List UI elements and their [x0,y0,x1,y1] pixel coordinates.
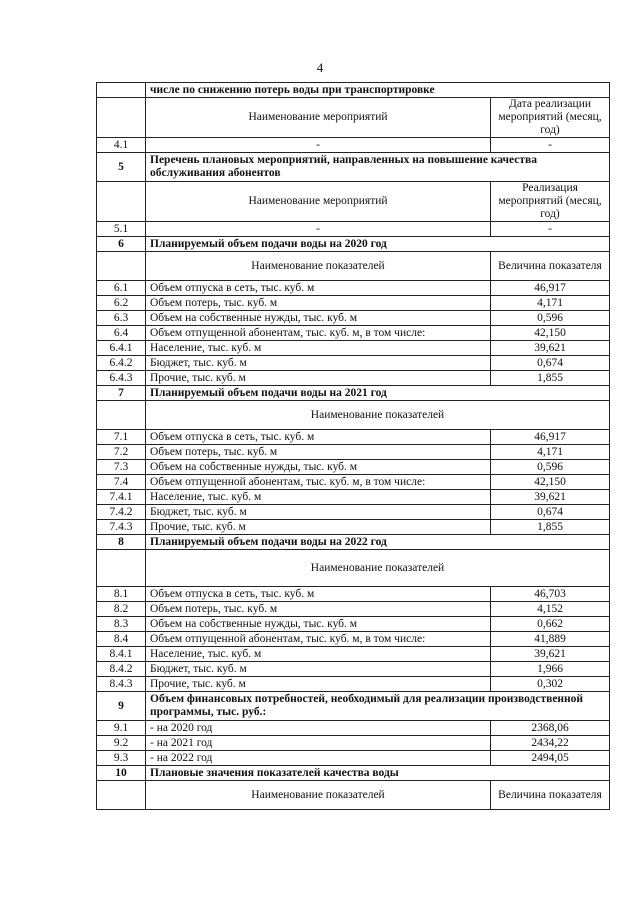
table-row [97,430,610,445]
row-name: Объем потерь, тыс. куб. м [146,296,491,311]
row-value: - [491,222,610,237]
row-value: 4,171 [491,445,610,460]
row-value: 46,917 [491,430,610,445]
row-name: - на 2021 год [146,736,491,751]
row-number: 8.4.1 [97,647,146,662]
row-name: Бюджет, тыс. куб. м [146,505,491,520]
section-title: Планируемый объем подачи воды на 2021 год [146,386,610,401]
row-name: - на 2022 год [146,751,491,766]
row-name: Объем на собственные нужды, тыс. куб. м [146,460,491,475]
row-value: 39,621 [491,490,610,505]
table-row [97,490,610,505]
row-number: 8.3 [97,617,146,632]
column-header-name: Наименование показателей [146,401,610,430]
section-title: числе по снижению потерь воды при транспортировке [146,83,610,98]
row-name: - на 2020 год [146,721,491,736]
section-number: 8 [97,535,146,550]
row-number: 7.3 [97,460,146,475]
section-title: Перечень плановых мероприятий, направленных на повышение качества обслуживания абонентов [146,153,610,182]
row-value: 1,855 [491,371,610,386]
table-row [97,83,610,98]
row-number: 7.2 [97,445,146,460]
row-number: 7.4.3 [97,520,146,535]
row-number: 9.1 [97,721,146,736]
row-value: 1,966 [491,662,610,677]
row-name: Объем отпущенной абонентам, тыс. куб. м, в том числе: [146,632,491,647]
table-row [97,460,610,475]
table-header-row [97,401,610,430]
row-value: 46,917 [491,281,610,296]
row-number: 7.4.1 [97,490,146,505]
row-value: 41,889 [491,632,610,647]
section-row [97,237,610,252]
row-number: 6.2 [97,296,146,311]
table-row [97,617,610,632]
row-number: 8.1 [97,587,146,602]
section-number: 5 [97,153,146,182]
table-row [97,751,610,766]
row-name: Население, тыс. куб. м [146,341,491,356]
row-number: 8.2 [97,602,146,617]
table-row [97,138,610,153]
row-number: 6.4 [97,326,146,341]
row-number [97,550,146,587]
row-value: 0,596 [491,460,610,475]
row-name: Прочие, тыс. куб. м [146,371,491,386]
section-number: 10 [97,766,146,781]
table-row [97,445,610,460]
section-title: Планируемый объем подачи воды на 2022 год [146,535,610,550]
row-name: Объем на собственные нужды, тыс. куб. м [146,311,491,326]
section-title: Объем финансовых потребностей, необходимый для реализации производственной программы, тыс. руб.: [146,692,610,721]
row-number: 5.1 [97,222,146,237]
column-header-value: Величина показателя [491,781,610,810]
row-name: Прочие, тыс. куб. м [146,520,491,535]
row-number: 8.4 [97,632,146,647]
table-row [97,311,610,326]
table-row [97,475,610,490]
table-header-row [97,550,610,587]
table-header-row [97,781,610,810]
row-number: 7.4.2 [97,505,146,520]
table-row [97,356,610,371]
row-number: 8.4.2 [97,662,146,677]
row-value: 42,150 [491,475,610,490]
table-header-row [97,98,610,138]
row-number [97,182,146,222]
table-row [97,736,610,751]
table-row [97,296,610,311]
row-name: Бюджет, тыс. куб. м [146,662,491,677]
row-number: 9.3 [97,751,146,766]
row-number [97,98,146,138]
row-name: - [146,138,491,153]
row-value: 46,703 [491,587,610,602]
row-value: 0,596 [491,311,610,326]
column-header-value: Величина показателя [491,252,610,281]
column-header-name: Наименование мероприятий [146,182,491,222]
row-name: Бюджет, тыс. куб. м [146,356,491,371]
row-name: Объем отпуска в сеть, тыс. куб. м [146,587,491,602]
table-header-row [97,252,610,281]
table-header-row [97,182,610,222]
production-program-table [96,82,610,810]
section-row [97,386,610,401]
row-number: 6.4.1 [97,341,146,356]
table-row [97,587,610,602]
row-value: 39,621 [491,647,610,662]
table-row [97,602,610,617]
row-name: Объем отпуска в сеть, тыс. куб. м [146,430,491,445]
row-number [97,401,146,430]
section-row [97,766,610,781]
row-name: Прочие, тыс. куб. м [146,677,491,692]
table-row [97,520,610,535]
row-name: Объем потерь, тыс. куб. м [146,602,491,617]
column-header-name: Наименование показателей [146,550,610,587]
column-header-name: Наименование мероприятий [146,98,491,138]
row-number [97,83,146,98]
row-number: 6.1 [97,281,146,296]
row-number [97,252,146,281]
table-row [97,505,610,520]
row-name: Объем отпуска в сеть, тыс. куб. м [146,281,491,296]
row-number: 7.1 [97,430,146,445]
column-header-value: Реализация мероприятий (месяц, год) [491,182,610,222]
row-name: Объем потерь, тыс. куб. м [146,445,491,460]
row-number: 4.1 [97,138,146,153]
row-value: 2494,05 [491,751,610,766]
row-name: Объем отпущенной абонентам, тыс. куб. м, в том числе: [146,326,491,341]
table-row [97,662,610,677]
table-row [97,647,610,662]
row-number: 8.4.3 [97,677,146,692]
row-value: 0,674 [491,356,610,371]
row-value: 4,171 [491,296,610,311]
table-row [97,677,610,692]
row-value: - [491,138,610,153]
row-value: 0,674 [491,505,610,520]
section-row [97,692,610,721]
row-value: 2434,22 [491,736,610,751]
row-value: 0,302 [491,677,610,692]
row-number [97,781,146,810]
row-value: 0,662 [491,617,610,632]
table-row [97,371,610,386]
row-name: Объем отпущенной абонентам, тыс. куб. м, в том числе: [146,475,491,490]
section-number: 9 [97,692,146,721]
row-number: 6.4.2 [97,356,146,371]
row-name: Объем на собственные нужды, тыс. куб. м [146,617,491,632]
row-value: 39,621 [491,341,610,356]
table-row [97,222,610,237]
section-number: 7 [97,386,146,401]
row-name: - [146,222,491,237]
column-header-value: Дата реализации мероприятий (месяц, год) [491,98,610,138]
table-row [97,341,610,356]
row-value: 42,150 [491,326,610,341]
column-header-name: Наименование показателей [146,781,491,810]
row-number: 6.4.3 [97,371,146,386]
table-row [97,632,610,647]
row-number: 7.4 [97,475,146,490]
column-header-name: Наименование показателей [146,252,491,281]
page-number: 4 [316,60,324,75]
table-row [97,281,610,296]
row-number: 6.3 [97,311,146,326]
row-value: 4,152 [491,602,610,617]
section-title: Плановые значения показателей качества воды [146,766,610,781]
row-number: 9.2 [97,736,146,751]
section-row [97,535,610,550]
table-row [97,721,610,736]
section-title: Планируемый объем подачи воды на 2020 год [146,237,610,252]
row-value: 2368,06 [491,721,610,736]
section-row [97,153,610,182]
section-number: 6 [97,237,146,252]
row-name: Население, тыс. куб. м [146,647,491,662]
row-name: Население, тыс. куб. м [146,490,491,505]
table-row [97,326,610,341]
row-value: 1,855 [491,520,610,535]
